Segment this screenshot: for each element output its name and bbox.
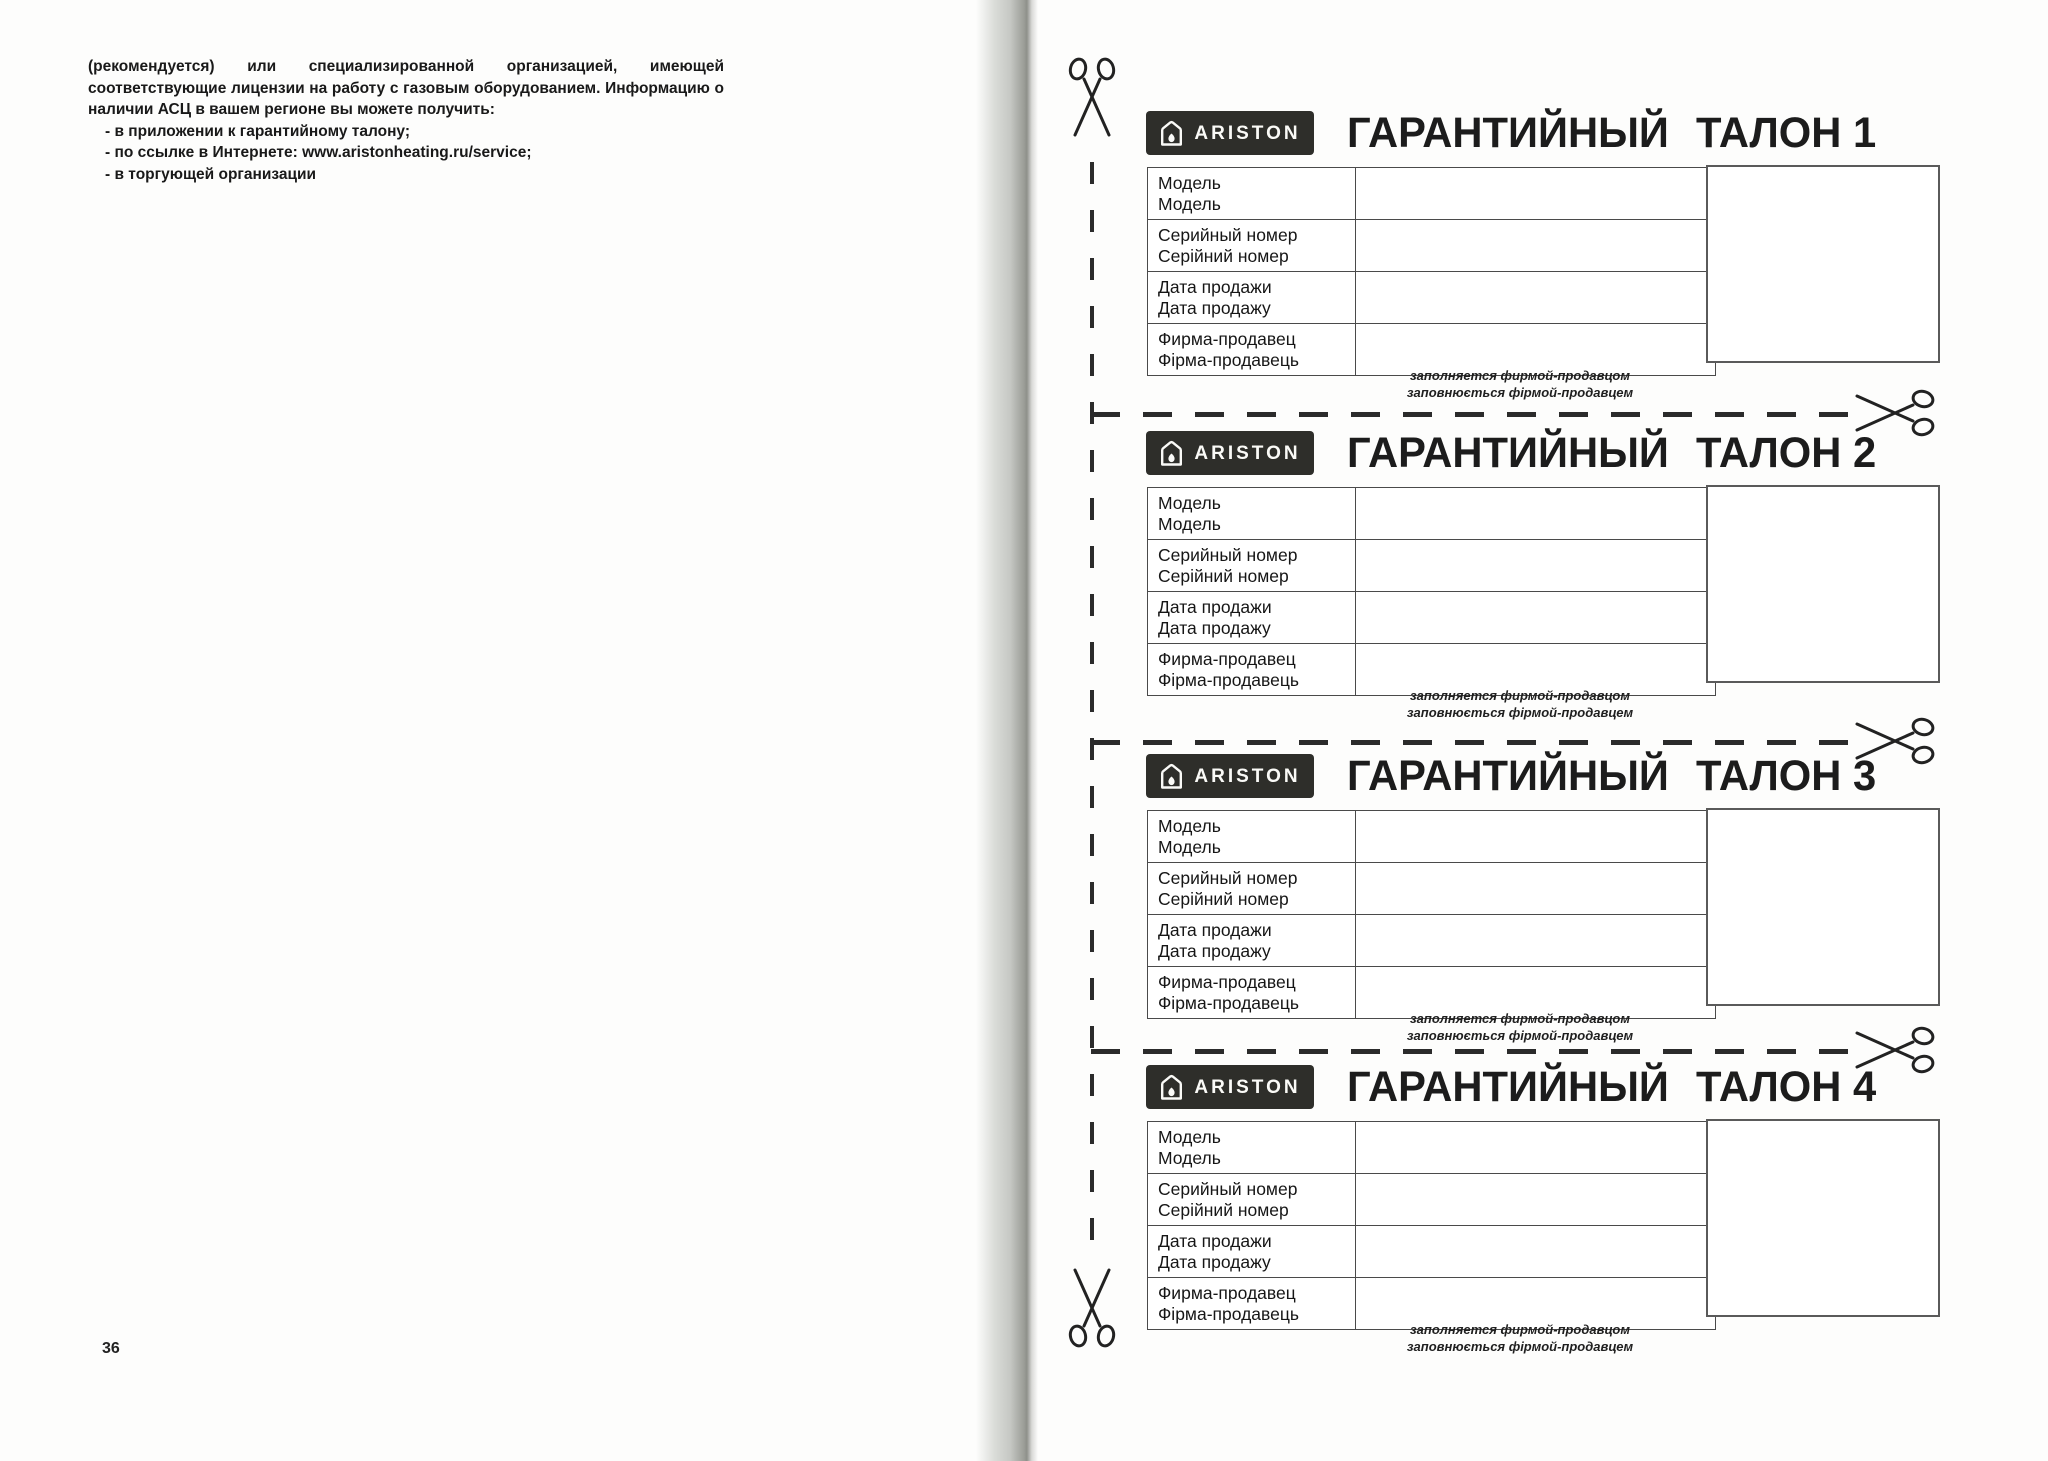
list-item: - в приложении к гарантийному талону; <box>105 122 411 140</box>
coupon-title-text: ГАРАНТИЙНЫЙ ТАЛОН <box>1347 1062 1842 1111</box>
house-icon <box>1159 763 1184 790</box>
field-label-ua: Модель <box>1158 1147 1221 1168</box>
field-value-model <box>1356 168 1716 220</box>
brand-name: ARISTON <box>1194 765 1301 787</box>
field-label-serial <box>1148 220 1356 272</box>
field-label-ua: Серійний номер <box>1158 1199 1289 1220</box>
field-label-ua: Дата продажу <box>1158 297 1271 318</box>
warranty-coupon-1 <box>1147 108 1939 404</box>
cut-line-horizontal <box>1091 1049 1848 1054</box>
fill-note-ua: заповнюється фірмой-продавцем <box>1406 1338 1634 1354</box>
fill-note <box>1340 688 1700 721</box>
list-item: - по ссылке в Интернете: www.aristonheating.ru/service; <box>105 144 532 161</box>
field-label-ru: Серийный номер <box>1158 867 1298 888</box>
field-label-ua: Серійний номер <box>1158 888 1289 909</box>
field-label-model <box>1148 811 1356 863</box>
ariston-logo <box>1147 432 1313 474</box>
fill-note-ua: заповнюється фірмой-продавцем <box>1406 1027 1634 1043</box>
coupon-title <box>1347 109 1876 158</box>
scissors-icon-top <box>1065 51 1119 139</box>
table-row-sale-date <box>1148 1226 1716 1278</box>
ariston-logo <box>1147 112 1313 154</box>
warranty-coupon-3 <box>1147 751 1939 1047</box>
field-label-seller <box>1148 644 1356 696</box>
field-label-ua: Модель <box>1158 836 1221 857</box>
warranty-table <box>1147 487 1716 696</box>
coupon-title <box>1347 1063 1876 1112</box>
warranty-table <box>1147 1121 1716 1330</box>
warranty-coupon-2 <box>1147 428 1939 724</box>
field-label-ru: Модель <box>1158 492 1221 513</box>
fill-note-ru: заполняется фирмой-продавцом <box>1410 688 1630 703</box>
ariston-logo <box>1147 755 1313 797</box>
table-row-serial <box>1148 540 1716 592</box>
warranty-coupon-4 <box>1147 1062 1939 1358</box>
field-label-ru: Модель <box>1158 1126 1221 1147</box>
field-label-ua: Фірма-продавець <box>1158 669 1299 690</box>
warranty-table <box>1147 810 1716 1019</box>
field-label-ru: Дата продажи <box>1158 596 1272 617</box>
field-label-ua: Модель <box>1158 193 1221 214</box>
field-value-sale-date <box>1356 592 1716 644</box>
field-label-ru: Дата продажи <box>1158 1230 1272 1251</box>
field-label-sale-date <box>1148 592 1356 644</box>
field-label-ua: Дата продажу <box>1158 940 1271 961</box>
scissors-icon-bottom <box>1065 1266 1119 1354</box>
field-label-ru: Серийный номер <box>1158 224 1298 245</box>
table-row-model <box>1148 1122 1716 1174</box>
table-row-model <box>1148 488 1716 540</box>
warranty-table <box>1147 167 1716 376</box>
field-label-ru: Дата продажи <box>1158 919 1272 940</box>
field-value-model <box>1356 1122 1716 1174</box>
coupon-header <box>1147 751 1939 800</box>
service-info-paragraph: (рекомендуется) или специализированной организацией, имеющей соответствующие лицензии на работу с газовым оборудованием. Информацию о наличии АСЦ в вашем регионе вы можете получить: <box>88 58 724 118</box>
fill-note-ru: заполняется фирмой-продавцом <box>1410 368 1630 383</box>
house-icon <box>1159 120 1184 147</box>
table-row-sale-date <box>1148 915 1716 967</box>
field-label-ua: Серійний номер <box>1158 565 1289 586</box>
field-label-ru: Дата продажи <box>1158 276 1272 297</box>
fill-note-ua: заповнюється фірмой-продавцем <box>1406 704 1634 720</box>
field-label-ua: Фірма-продавець <box>1158 349 1299 370</box>
field-label-sale-date <box>1148 915 1356 967</box>
coupon-number: 4 <box>1852 1062 1877 1111</box>
scissors-icon <box>1065 1266 1119 1354</box>
field-label-serial <box>1148 540 1356 592</box>
field-value-serial <box>1356 540 1716 592</box>
fill-note-ru: заполняется фирмой-продавцом <box>1410 1011 1630 1026</box>
field-value-model <box>1356 488 1716 540</box>
field-label-ru: Серийный номер <box>1158 1178 1298 1199</box>
table-row-model <box>1148 811 1716 863</box>
field-label-ua: Серійний номер <box>1158 245 1289 266</box>
coupon-number: 1 <box>1852 108 1877 157</box>
table-row-serial <box>1148 1174 1716 1226</box>
field-label-model <box>1148 168 1356 220</box>
left-page-text <box>88 56 724 185</box>
fill-note-ru: заполняется фирмой-продавцом <box>1410 1322 1630 1337</box>
table-row-model <box>1148 168 1716 220</box>
field-value-sale-date <box>1356 272 1716 324</box>
field-label-ru: Фирма-продавец <box>1158 971 1296 992</box>
fill-note <box>1340 368 1700 401</box>
field-label-ru: Фирма-продавец <box>1158 1282 1296 1303</box>
field-label-ru: Фирма-продавец <box>1158 648 1296 669</box>
field-value-serial <box>1356 220 1716 272</box>
stamp-box <box>1706 485 1940 683</box>
coupon-title <box>1347 429 1876 478</box>
field-value-sale-date <box>1356 1226 1716 1278</box>
coupon-title-text: ГАРАНТИЙНЫЙ ТАЛОН <box>1347 428 1842 477</box>
field-label-ru: Фирма-продавец <box>1158 328 1296 349</box>
fill-note <box>1340 1322 1700 1355</box>
field-label-seller <box>1148 1278 1356 1330</box>
fill-note-ua: заповнюється фірмой-продавцем <box>1406 384 1634 400</box>
ariston-logo <box>1147 1066 1313 1108</box>
brand-name: ARISTON <box>1194 442 1301 464</box>
field-label-serial <box>1148 1174 1356 1226</box>
book-spine <box>976 0 1038 1461</box>
scissors-icon <box>1065 51 1119 139</box>
coupon-title-text: ГАРАНТИЙНЫЙ ТАЛОН <box>1347 108 1842 157</box>
brand-name: ARISTON <box>1194 122 1301 144</box>
stamp-box <box>1706 165 1940 363</box>
field-value-serial <box>1356 1174 1716 1226</box>
list-item: - в торгующей организации <box>105 165 317 183</box>
field-value-model <box>1356 811 1716 863</box>
field-label-ua: Дата продажу <box>1158 1251 1271 1272</box>
field-label-ru: Серийный номер <box>1158 544 1298 565</box>
table-row-serial <box>1148 863 1716 915</box>
stamp-box <box>1706 808 1940 1006</box>
stamp-box <box>1706 1119 1940 1317</box>
field-label-seller <box>1148 324 1356 376</box>
field-label-ua: Фірма-продавець <box>1158 992 1299 1013</box>
field-label-ru: Модель <box>1158 815 1221 836</box>
field-label-ua: Модель <box>1158 513 1221 534</box>
cut-line-horizontal <box>1091 412 1848 417</box>
coupon-number: 3 <box>1852 751 1877 800</box>
coupon-header <box>1147 108 1939 157</box>
house-icon <box>1159 1074 1184 1101</box>
page-number: 36 <box>102 1340 120 1357</box>
cut-line-horizontal <box>1091 740 1848 745</box>
field-label-serial <box>1148 863 1356 915</box>
coupon-header <box>1147 428 1939 477</box>
field-label-sale-date <box>1148 1226 1356 1278</box>
field-label-seller <box>1148 967 1356 1019</box>
field-label-ua: Дата продажу <box>1158 617 1271 638</box>
field-value-serial <box>1356 863 1716 915</box>
field-label-model <box>1148 1122 1356 1174</box>
field-label-model <box>1148 488 1356 540</box>
fill-note <box>1340 1011 1700 1044</box>
coupon-number: 2 <box>1852 428 1877 477</box>
field-label-sale-date <box>1148 272 1356 324</box>
coupon-header <box>1147 1062 1939 1111</box>
table-row-serial <box>1148 220 1716 272</box>
house-icon <box>1159 440 1184 467</box>
coupon-title <box>1347 752 1876 801</box>
brand-name: ARISTON <box>1194 1076 1301 1098</box>
cut-line-vertical <box>1090 162 1094 1248</box>
field-label-ru: Модель <box>1158 172 1221 193</box>
table-row-sale-date <box>1148 592 1716 644</box>
field-value-sale-date <box>1356 915 1716 967</box>
field-label-ua: Фірма-продавець <box>1158 1303 1299 1324</box>
table-row-sale-date <box>1148 272 1716 324</box>
coupon-title-text: ГАРАНТИЙНЫЙ ТАЛОН <box>1347 751 1842 800</box>
